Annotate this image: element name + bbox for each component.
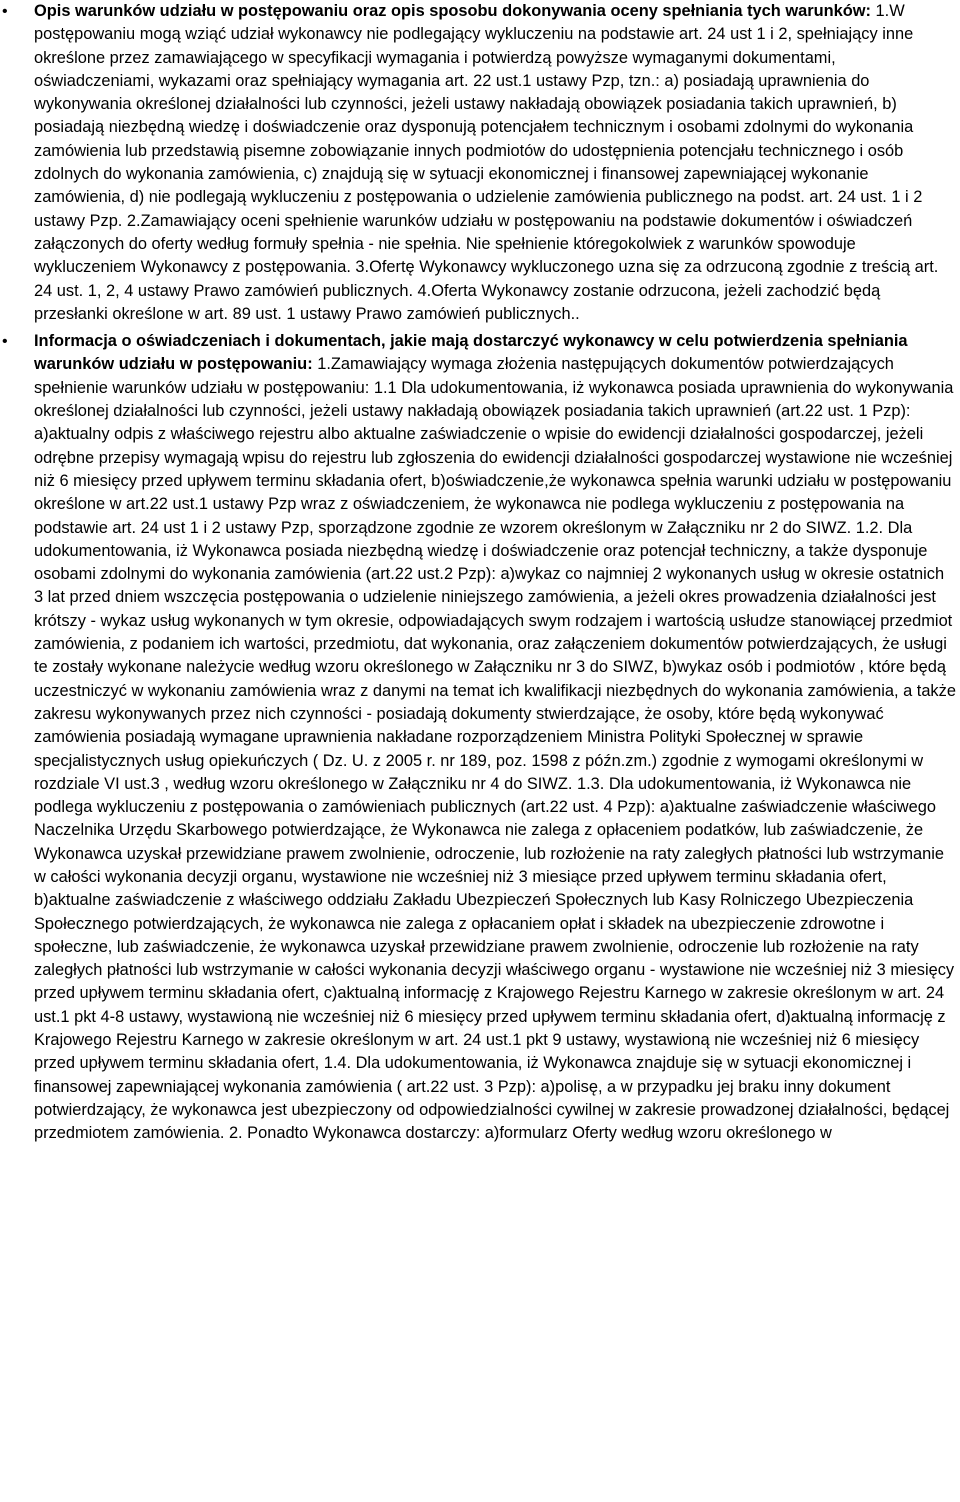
list-item-documents [0,330,960,1145]
item-heading: Opis warunków udziału w postępowaniu oraz opis sposobu dokonywania oceny spełniania tych warunków: [34,2,871,20]
list-item-conditions [0,0,960,326]
item-heading: Informacja o oświadczeniach i dokumentach, jakie mają dostarczyć wykonawcy w celu potwierdzenia spełniania warunków udziału w postępowaniu: [34,332,908,374]
bullet-icon: • [2,333,8,351]
bullet-icon: • [2,3,8,20]
item-body: 1.Zamawiający wymaga złożenia następujących dokumentów potwierdzających spełnienie warunków udziału w postępowaniu: 1.1 Dla udokumentowania, iż wykonawca posiada uprawnienia do wykonywania określonej działalności lub czynności, jeżeli ustawy nakładają obowiązek posiadania takich uprawnień (art.22 ust. 1 Pzp): a)aktualny odpis z właściwego rejestru albo aktualne zaświadczenie o wpisie do ewidencji działalności gospodarczej, jeżeli odrębne przepisy wymagają wpisu do rejestru lub zgłoszenia do ewidencji działalności gospodarczej wystawione nie wcześniej niż 6 miesięcy przed upływem terminu składania ofert, b)oświadczenie,że wykonawca spełnia warunki udziału w postępowaniu określone w art.22 ust.1 ustawy Pzp wraz z oświadczeniem, że wykonawca nie podlega wykluczeniu z postępowania na podstawie art. 24 ust 1 i 2 ustawy Pzp, sporządzone zgodnie ze wzorem określonym w Załączniku nr 2 do SIWZ. 1.2. Dla udokumentowania, iż Wykonawca posiada niezbędną wiedzę i doświadczenie oraz potencjał techniczny, a także dysponuje osobami zdolnymi do wykonania zamówienia (art.22 ust.2 Pzp): a)wykaz co najmniej 2 wykonanych usług w okresie ostatnich 3 lat przed dniem wszczęcia postępowania o udzielenie niniejszego zamówienia, a jeżeli okres prowadzenia działalności jest krótszy - wykaz usług wykonanych w tym okresie, odpowiadających swym rodzajem i wartością usłudze stanowiącej przedmiot zamówienia, z podaniem ich wartości, przedmiotu, dat wykonania, oraz załączeniem dokumentów potwierdzających, że usługi te zostały wykonane należycie według wzoru określonego w Załączniku nr 3 do SIWZ, b)wykaz osób i podmiotów , które będą uczestniczyć w wykonaniu zamówienia wraz z danymi na temat ich kwalifikacji niezbędnych do wykonania zamówienia, a także zakresu wykonywanych przez nich czynności - posiadają dokumenty stwierdzające, że osoby, które będą wykonywać zamówienia posiadają wymagane uprawnienia nakładane rozporządzeniem Ministra Polityki Społecznej w sprawie specjalistycznych usług opiekuńczych ( Dz. U. z 2005 r. nr 189, poz. 1598 z późn.zm.) zgodnie z wymogami określonymi w rozdziale VI ust.3 , według wzoru określonego w Załączniku nr 4 do SIWZ. 1.3. Dla udokumentowania, iż Wykonawca nie podlega wykluczeniu z postępowania o zamówieniach publicznych (art.22 ust. 4 Pzp): a)aktualne zaświadczenie właściwego Naczelnika Urzędu Skarbowego potwierdzające, że Wykonawca nie zalega z opłaceniem podatków, lub zaświadczenie, że Wykonawca uzyskał przewidziane prawem zwolnienie, odroczenie, lub rozłożenie na raty zaległych płatności lub wstrzymanie w całości wykonania decyzji organu, wystawione nie wcześniej niż 3 miesiące przed upływem terminu składania ofert, b)aktualne zaświadczenie z właściwego oddziału Zakładu Ubezpieczeń Społecznych lub Kasy Rolniczego Ubezpieczenia Społecznego potwierdzających, że wykonawca nie zalega z opłacaniem opłat i składek na ubezpieczenie zdrowotne i społeczne, lub zaświadczenie, że wykonawca uzyskał przewidziane prawem zwolnienie, odroczenie lub rozłożenie na raty zaległych płatności lub wstrzymanie w całości wykonania decyzji właściwego organu - wystawione nie wcześniej niż 3 miesięcy przed upływem terminu składania ofert, c)aktualną informację z Krajowego Rejestru Karnego w zakresie określonym w art. 24 ust.1 pkt 4-8 ustawy, wystawioną nie wcześniej niż 6 miesięcy przed upływem terminu składania ofert, d)aktualną informację z Krajowego Rejestru Karnego w zakresie określonym w art. 24 ust.1 pkt 9 ustawy, wystawioną nie wcześniej niż 6 miesięcy przed upływem terminu składania ofert, 1.4. Dla udokumentowania, iż Wykonawca znajduje się w sytuacji ekonomicznej i finansowej zapewniającej wykonania zamówienia ( art.22 ust. 3 Pzp): a)polisę, a w przypadku jej braku inny dokument potwierdzający, że wykonawca jest ubezpieczony od odpowiedzialności cywilnej w zakresie prowadzonej działalności, będącej przedmiotem zamówienia. 2. Ponadto Wykonawca dostarczy: a)formularz Oferty według wzoru określonego w [34,355,956,1143]
item-body: 1.W postępowaniu mogą wziąć udział wykonawcy nie podlegający wykluczeniu na podstawie art. 24 ust 1 i 2, spełniający inne określone przez zamawiającego w specyfikacji wymagania i potwierdzą powyższe wymaganymi dokumentami, oświadczeniami, wykazami oraz spełniający wymagania art. 22 ust.1 ustawy Pzp, tzn.: a) posiadają uprawnienia do wykonywania określonej działalności lub czynności, jeżeli ustawy nakładają obowiązek posiadania takich uprawnień, b) posiadają niezbędną wiedzę i doświadczenie oraz dysponują potencjałem technicznym i osobami zdolnymi do wykonania zamówienia lub przedstawią pisemne zobowiązanie innych podmiotów do udostępnienia potencjału technicznego i osób zdolnych do wykonania zamówienia, c) znajdują się w sytuacji ekonomicznej i finansowej zapewniającej wykonanie zamówienia, d) nie podlegają wykluczeniu z postępowania o udzielenie zamówienia publicznego na podst. art. 24 ust. 1 i 2 ustawy Pzp. 2.Zamawiający oceni spełnienie warunków udziału w postępowaniu na podstawie dokumentów i oświadczeń załączonych do oferty według formuły spełnia - nie spełnia. Nie spełnienie któregokolwiek z warunków spowoduje wykluczeniem Wykonawcy z postępowania. 3.Ofertę Wykonawcy wykluczonego uzna się za odrzuconą zgodnie z treścią art. 24 ust. 1, 2, 4 ustawy Prawo zamówień publicznych. 4.Oferta Wykonawcy zostanie odrzucona, jeżeli zachodzić będą przesłanki określone w art. 89 ust. 1 ustawy Prawo zamówień publicznych.. [34,2,939,323]
